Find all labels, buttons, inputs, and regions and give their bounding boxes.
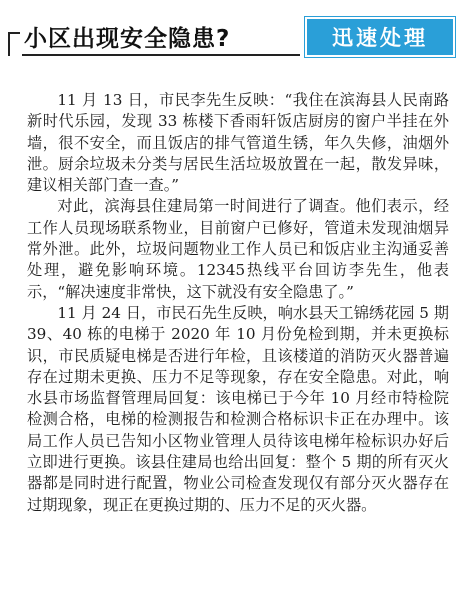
- article-paragraph-3: 11 月 24 日，市民石先生反映，响水县天工锦绣花园 5 期 39、40 栋的电梯于 2020 年 10 月份免检到期，并未更换标识，市民质疑电梯是否进行年检，且该楼道的消防灭火器普遍存在过期未更换、压力不足等现象，存在安全隐患。对此，响水县市场监督管理局回复：该电梯已于今年 10 月经市特检院检测合格，电梯的检测报告和检测合格标识卡正在办理中。该局工作人员已告知小区物业管理人员待该电梯年检标识办好后立即进行更换。该县住建局也给出回复：整个 5 期的所有灭火器都是同时进行配置，物业公司检查发现仅有部分灭火器存在过期现象，现正在更换过期的、压力不足的灭火器。: [27, 303, 449, 514]
- title-bracket-decoration: [8, 32, 20, 56]
- article-paragraph-2: 对此，滨海县住建局第一时间进行了调查。他们表示，经工作人员现场联系物业，目前窗户已修好，管道未发现油烟异常外泄。此外，垃圾问题物业工作人员已和饭店业主沟通妥善处理，避免影响环境。12345热线平台回访李先生，他表示，“解决速度非常快，这下就没有安全隐患了。”: [27, 197, 449, 301]
- article-title: 小区出现安全隐患?: [24, 26, 231, 52]
- article-body: [27, 90, 449, 516]
- article-header: [0, 0, 466, 62]
- article-paragraph-1: 11 月 13 日，市民李先生反映：“我住在滨海县人民南路新时代乐园，发现 33 栋楼下香雨轩饭店厨房的窗户半挂在外墙，很不安全，而且饭店的排气管道生锈，年久失修，油烟外泄。厨余垃圾未分类与居民生活垃圾放置在一起，散发异味，建议相关部门查一查。”: [27, 91, 449, 195]
- title-underline: [22, 54, 300, 56]
- column-badge: 迅速处理: [305, 17, 455, 57]
